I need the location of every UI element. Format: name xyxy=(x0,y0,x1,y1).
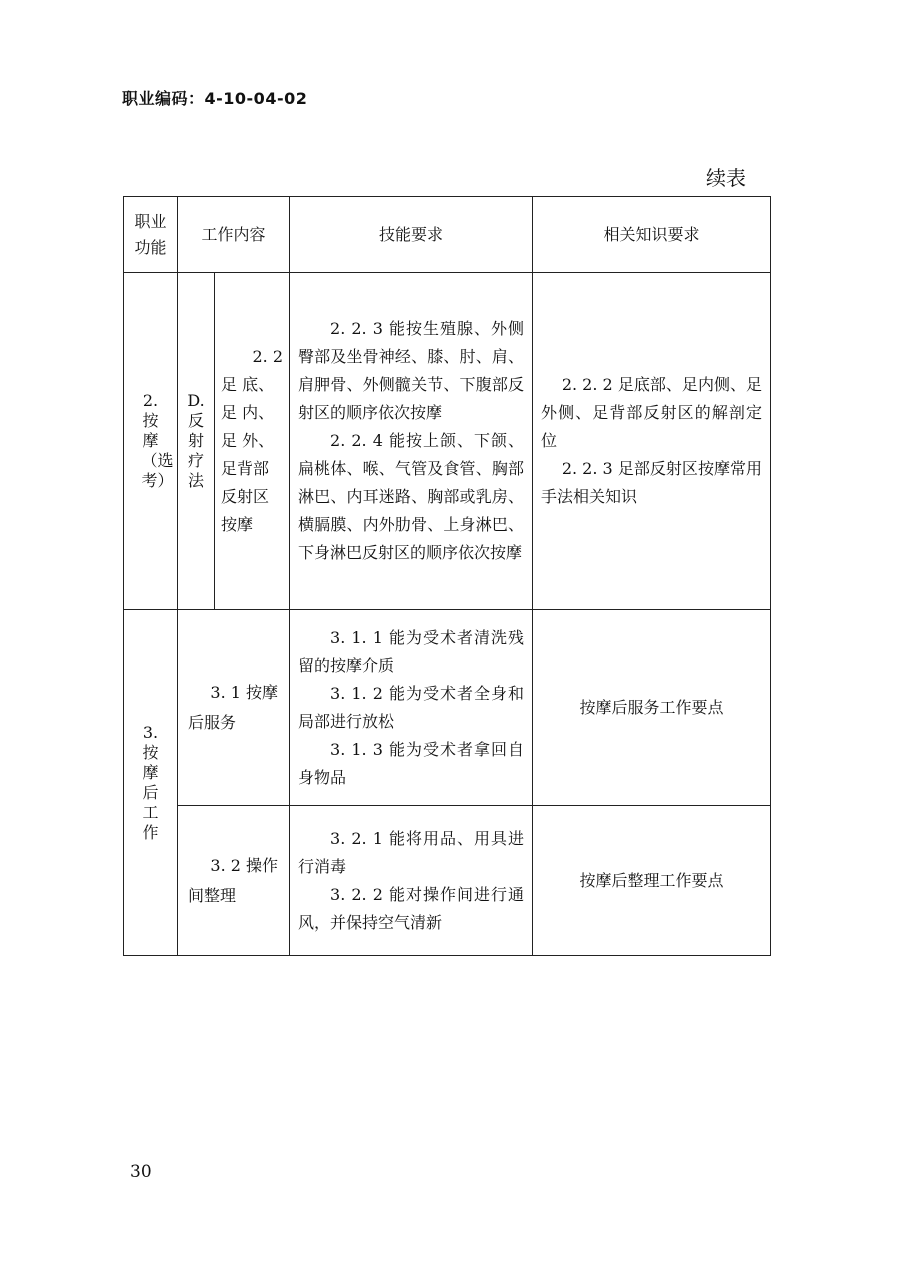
sub-item-line: 足 外、 xyxy=(221,431,275,450)
knowledge-cell-3-1: 按摩后服务工作要点 xyxy=(533,610,771,806)
table-row xyxy=(124,610,771,806)
module-name: 反射疗法 xyxy=(187,411,204,490)
skills-cell-3-2 xyxy=(290,806,533,956)
header-skills: 技能要求 xyxy=(290,197,533,273)
module-code: D. xyxy=(187,391,205,410)
function-text-3: 按摩后工作 xyxy=(142,742,159,842)
function-number-3: 3. xyxy=(142,722,159,742)
occupation-code: 职业编码：4-10-04-02 xyxy=(122,89,308,108)
work-content-line: 3. 2 操作 xyxy=(210,855,279,875)
work-content-line: 间整理 xyxy=(188,885,237,905)
header-function-text: 职业功能 xyxy=(134,211,167,257)
function-cell-2 xyxy=(124,273,178,610)
knowledge-cell-3-2: 按摩后整理工作要点 xyxy=(533,806,771,956)
module-cell xyxy=(178,273,215,610)
skill-item: 3. 1. 1 能为受术者清洗残留的按摩介质 xyxy=(298,627,525,675)
work-content-line: 后服务 xyxy=(188,712,237,732)
header-knowledge: 相关知识要求 xyxy=(533,197,771,273)
knowledge-item: 2. 2. 2 足底部、足内侧、足外侧、足背部反射区的解剖定位 xyxy=(541,375,763,450)
skill-item: 3. 2. 2 能对操作间进行通风，并保持空气清新 xyxy=(298,884,525,932)
skill-item: 3. 1. 2 能为受术者全身和局部进行放松 xyxy=(298,683,525,731)
skill-item: 2. 2. 3 能按生殖腺、外侧臀部及坐骨神经、膝、肘、肩、肩胛骨、外侧髋关节、下腹部反射区的顺序依次按摩 xyxy=(298,319,525,422)
function-number-2: 2. xyxy=(142,391,159,410)
skill-item: 3. 2. 1 能将用品、用具进行消毒 xyxy=(298,828,525,876)
table-row xyxy=(124,806,771,956)
work-content-3-1 xyxy=(178,610,290,806)
skills-cell-3-1 xyxy=(290,610,533,806)
table-row xyxy=(124,273,771,610)
header-function xyxy=(124,197,178,273)
function-paren-2: （选考） xyxy=(141,451,174,490)
sub-item-line: 足 内、 xyxy=(221,403,275,422)
skills-cell-2 xyxy=(290,273,533,610)
knowledge-item: 2. 2. 3 足部反射区按摩常用手法相关知识 xyxy=(541,459,763,506)
function-cell-3 xyxy=(124,610,178,956)
sub-item-line: 按摩 xyxy=(221,515,254,534)
function-text-2: 按摩 xyxy=(142,411,159,450)
header-work-content: 工作内容 xyxy=(178,197,290,273)
work-content-line: 3. 1 按摩 xyxy=(210,682,279,702)
work-content-3-2 xyxy=(178,806,290,956)
skills-table xyxy=(123,196,771,956)
sub-item-line: 足背部 xyxy=(221,459,270,478)
sub-item-number: 2. 2 xyxy=(252,347,284,366)
page-number: 30 xyxy=(130,1162,152,1182)
sub-item-line: 足 底、 xyxy=(221,375,275,394)
knowledge-cell-2 xyxy=(533,273,771,610)
skill-item: 3. 1. 3 能为受术者拿回自身物品 xyxy=(298,739,525,787)
sub-item-line: 反射区 xyxy=(221,487,270,506)
table-header-row xyxy=(124,197,771,273)
sub-item-cell xyxy=(215,273,290,610)
skill-item: 2. 2. 4 能按上颌、下颌、扁桃体、喉、气管及食管、胸部淋巴、内耳迷路、胸部或乳房、横膈膜、内外肋骨、上身淋巴、下身淋巴反射区的顺序依次按摩 xyxy=(298,431,525,562)
continued-label: 续表 xyxy=(706,166,746,190)
